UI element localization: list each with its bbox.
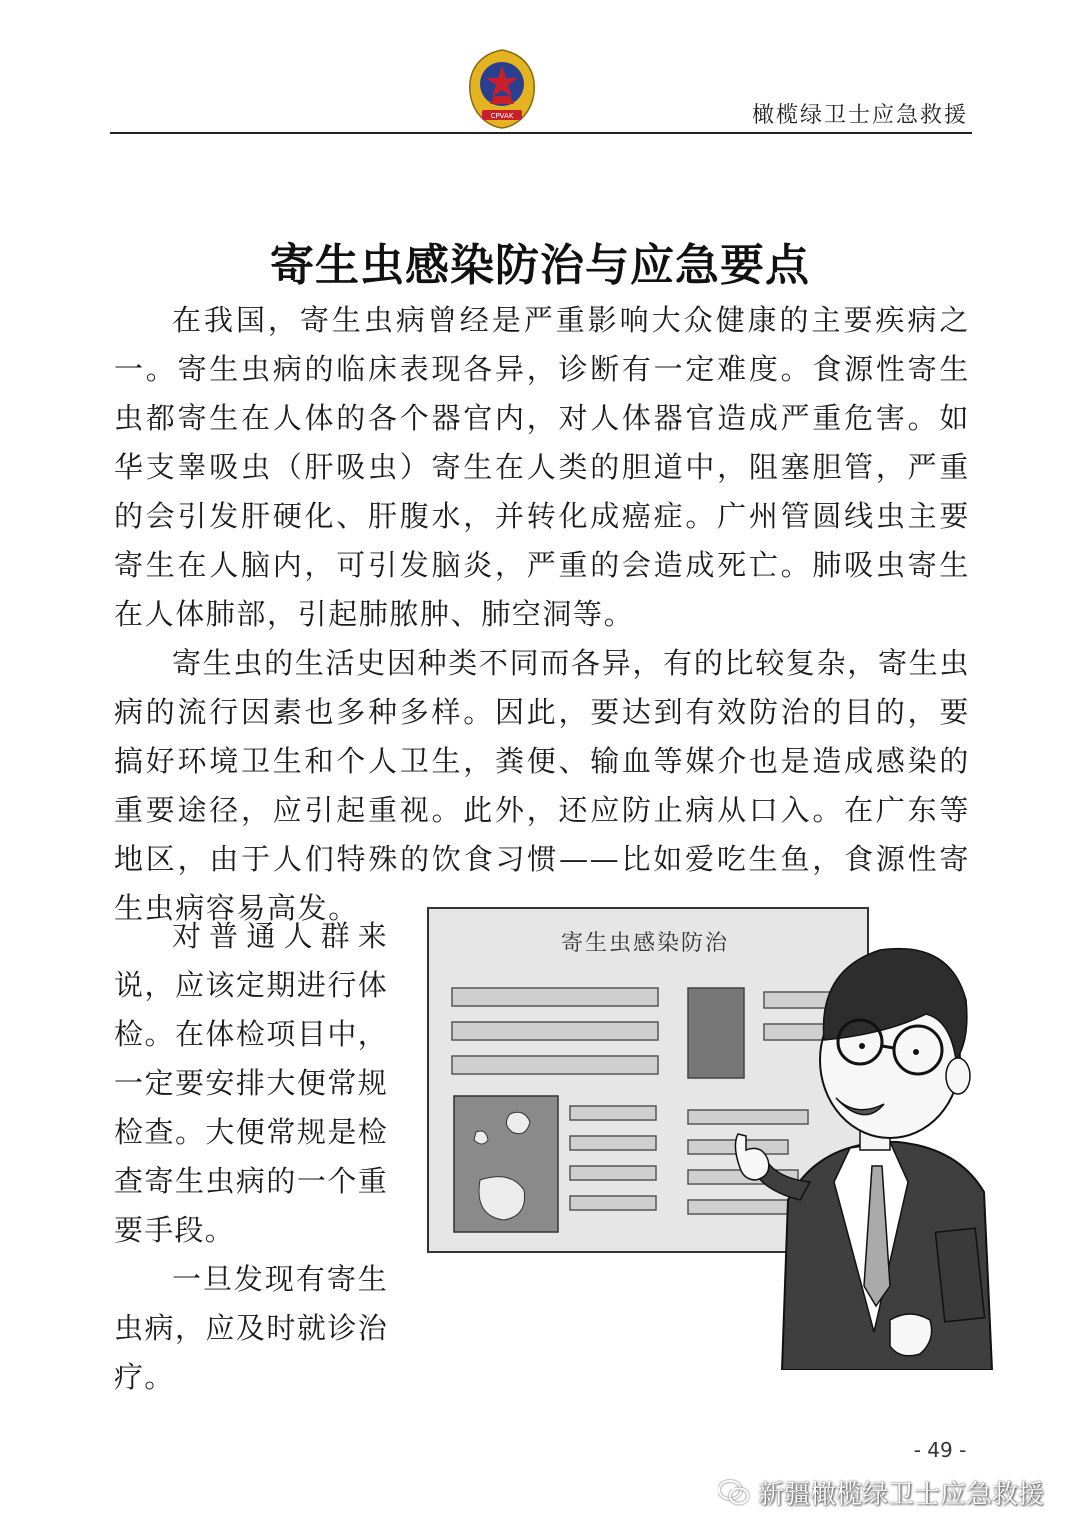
header-divider [110, 132, 972, 134]
board-title: 寄生虫感染防治 [560, 931, 730, 956]
svg-text:CPVAK: CPVAK [490, 112, 514, 120]
watermark-text: 新疆橄榄绿卫士应急救援 [757, 1480, 1044, 1510]
illustration-teacher-board [420, 900, 1000, 1370]
page-number: - 49 - [913, 1438, 967, 1462]
emblem-logo [464, 48, 540, 130]
page-title: 寄生虫感染防治与应急要点 [270, 240, 810, 292]
side-column [114, 912, 388, 1402]
paragraph-1: 在我国，寄生虫病曾经是严重影响大众健康的主要疾病之一。寄生虫病的临床表现各异，诊断有一定难度。食源性寄生虫都寄生在人体的各个器官内，对人体器官造成严重危害。如华支睾吸虫（肝吸虫）寄生在人类的胆道中，阻塞胆管，严重的会引发肝硬化、肝腹水，并转化成癌症。广州管圆线虫主要寄生在人脑内，可引发脑炎，严重的会造成死亡。肺吸虫寄生在人体肺部，引起肺脓肿、肺空洞等。 [114, 303, 970, 631]
side-paragraph-2: 一旦发现有寄生虫病，应及时就诊治疗。 [114, 1262, 388, 1394]
wechat-icon [718, 1479, 750, 1507]
side-paragraph-1: 对普通人群来说，应该定期进行体检。在体检项目中，一定要安排大便常规检查。大便常规是检查寄生虫病的一个重要手段。 [114, 919, 388, 1247]
header-title: 橄榄绿卫士应急救援 [751, 103, 968, 128]
article-body [114, 296, 970, 933]
paragraph-2: 寄生虫的生活史因种类不同而各异，有的比较复杂，寄生虫病的流行因素也多种多样。因此，要达到有效防治的目的，要搞好环境卫生和个人卫生，粪便、输血等媒介也是造成感染的重要途径，应引起重视。此外，还应防止病从口入。在广东等地区，由于人们特殊的饮食习惯——比如爱吃生鱼，食源性寄生虫病容易高发。 [114, 646, 970, 925]
watermark [718, 1474, 1044, 1511]
